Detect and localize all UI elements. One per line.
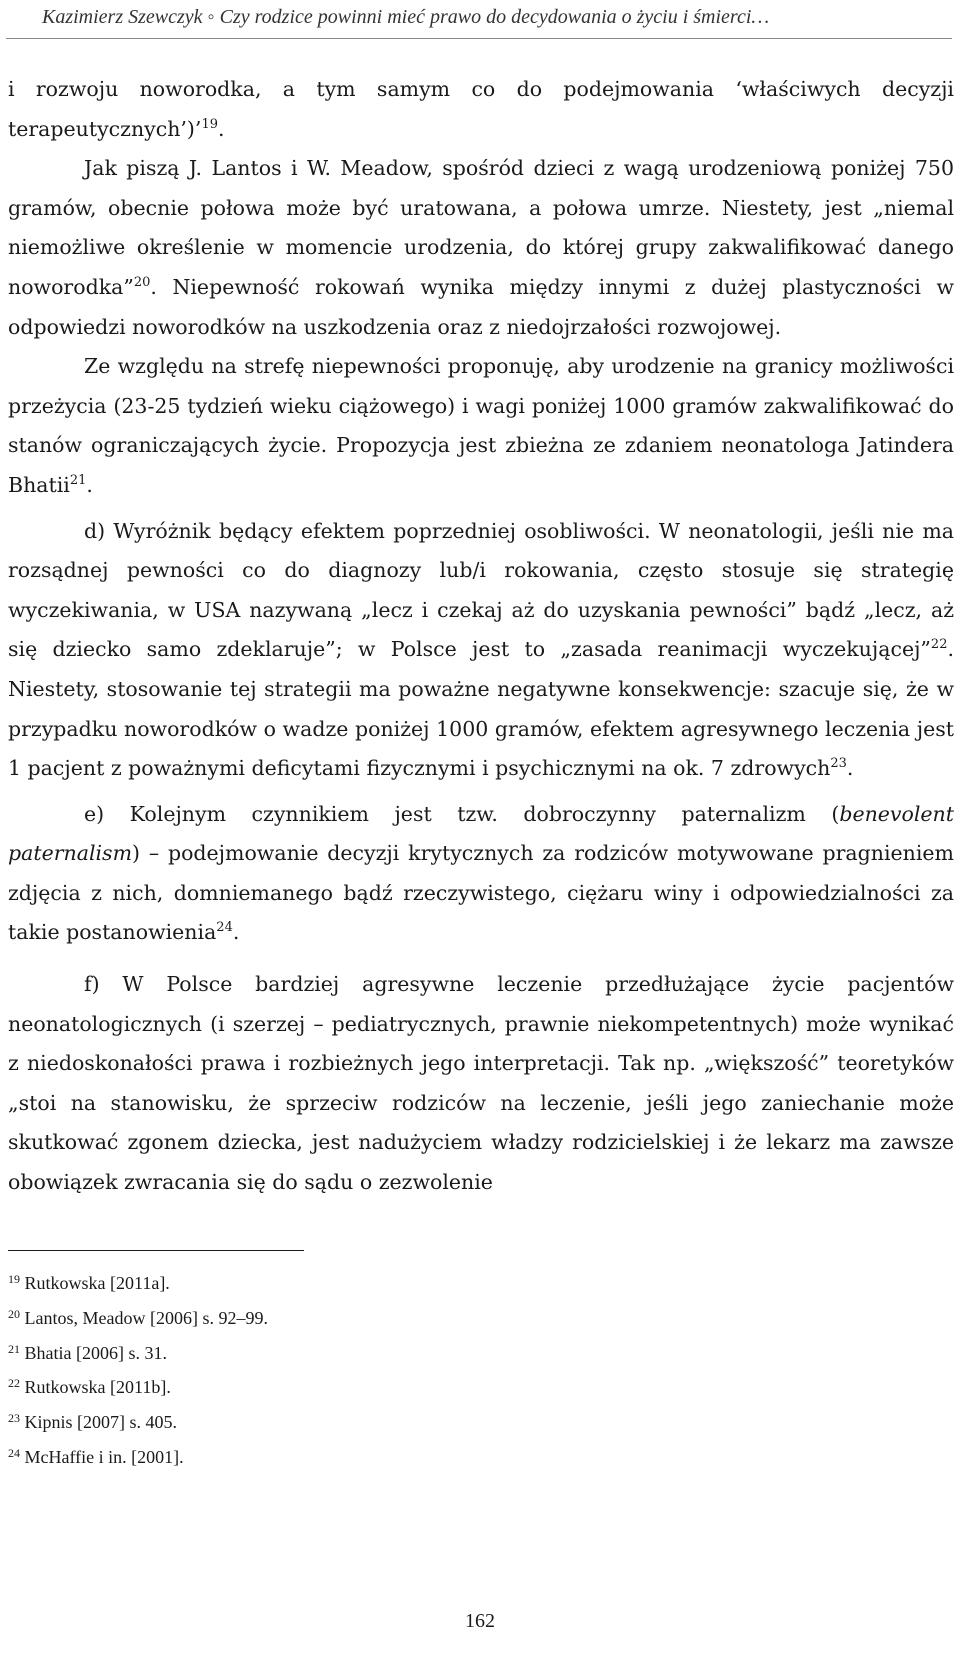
main-text	[8, 70, 954, 1203]
footnotes	[8, 1266, 268, 1475]
footnote-ref-24[interactable]: 24	[216, 920, 233, 936]
footnote-item: $^{24}$ McHaffie i in. [2001].	[8, 1445, 184, 1467]
paragraph-3: Ze względu na strefę niepewności proponuję, aby urodzenie na granicy możliwości przeżycia (23-25 tydzień wieku ciążowego) i wagi poniżej 1000 gramów zakwalifikować do stanów ograniczających życie. Propozycja jest zbieżna ze zdaniem neonatologa Jatindera Bhatii$^{21}$.	[8, 354, 954, 497]
footnote-item: $^{20}$ Lantos, Meadow [2006] s. 92–99.	[8, 1306, 268, 1328]
paragraph-1: i rozwoju noworodka, a tym samym co do podejmowania ‘właściwych decyzji terapeutycznych’)’$^{19}$.	[8, 77, 954, 141]
paragraph-2: Jak piszą J. Lantos i W. Meadow, spośród dzieci z wagą urodzeniową poniżej 750 gramów, obecnie połowa może być uratowana, a połowa umrze. Niestety, jest „niemal niemożliwe określenie w momencie urodzenia, do której grupy zakwalifikować danego noworodka”$^{20}$. Niepewność rokowań wynika między innymi z dużej plastyczności w odpowiedzi noworodków na uszkodzenia oraz z niedojrzałości rozwojowej.	[8, 156, 954, 339]
running-header	[6, 0, 952, 39]
footnote-item: $^{22}$ Rutkowska [2011b].	[8, 1376, 171, 1398]
footnote-ref-19[interactable]: 19	[201, 116, 218, 132]
running-title: Kazimierz Szewczyk ◦ Czy rodzice powinni mieć prawo do decydowania o życiu i śmierci…	[42, 6, 770, 28]
footnote-divider	[8, 1250, 304, 1251]
footnote-ref-21[interactable]: 21	[69, 472, 87, 488]
paragraph-6: f) W Polsce bardziej agresywne leczenie przedłużające życie pacjentów neonatologicznych (i szerzej – pediatrycznych, prawnie niekompetentnych) może wynikać z niedoskonałości prawa i rozbieżnych jego interpretacji. Tak np. „większość” teoretyków „stoi na stanowisku, że sprzeciw rodziców na leczenie, jeśli jego zaniechanie może skutkować zgonem dziecka, jest nadużyciem władzy rodzicielskiej i że lekarz ma zawsze obowiązek zwracania się do sądu o zezwolenie	[8, 972, 954, 1195]
page-number: 162	[465, 1610, 495, 1632]
footnote-item: $^{21}$ Bhatia [2006] s. 31.	[8, 1341, 167, 1363]
footnote-item: $^{19}$ Rutkowska [2011a].	[8, 1272, 170, 1293]
paragraph-5: e) Kolejnym czynnikiem jest tzw. dobroczynny paternalizm (benevolent paternalism) – podejmowanie decyzji krytycznych za rodziców motywowane pragnieniem zdjęcia z nich, domniemanego bądź rzeczywistego, ciężaru winy i odpowiedzialności za takie postanowienia$^{24}$.	[8, 801, 954, 945]
footnote-ref-20[interactable]: 20	[133, 274, 151, 290]
paragraph-4: d) Wyróżnik będący efektem poprzedniej osobliwości. W neonatologii, jeśli nie ma rozsądnej pewności co do diagnozy lub/i rokowania, często stosuje się strategię wyczekiwania, w USA nazywaną „lecz i czekaj aż do uzyskania pewności” bądź „lecz, aż się dziecko samo zdeklaruje”; w Polsce jest to „zasada reanimacji wyczekującej”$^{22}$. Niestety, stosowanie tej strategii ma poważne negatywne konsekwencje: szacuje się, że w przypadku noworodków o wadze poniżej 1000 gramów, efektem agresywnego leczenia jest 1 pacjent z poważnymi deficytami fizycznymi i psychicznymi na ok. 7 zdrowych$^{23}$.	[8, 518, 954, 781]
emphasis-term: benevolent paternalism	[8, 801, 954, 866]
footnote-item: $^{23}$ Kipnis [2007] s. 405.	[8, 1411, 177, 1433]
footnote-ref-23[interactable]: 23	[830, 756, 847, 772]
footnote-ref-22[interactable]: 22	[930, 637, 948, 653]
